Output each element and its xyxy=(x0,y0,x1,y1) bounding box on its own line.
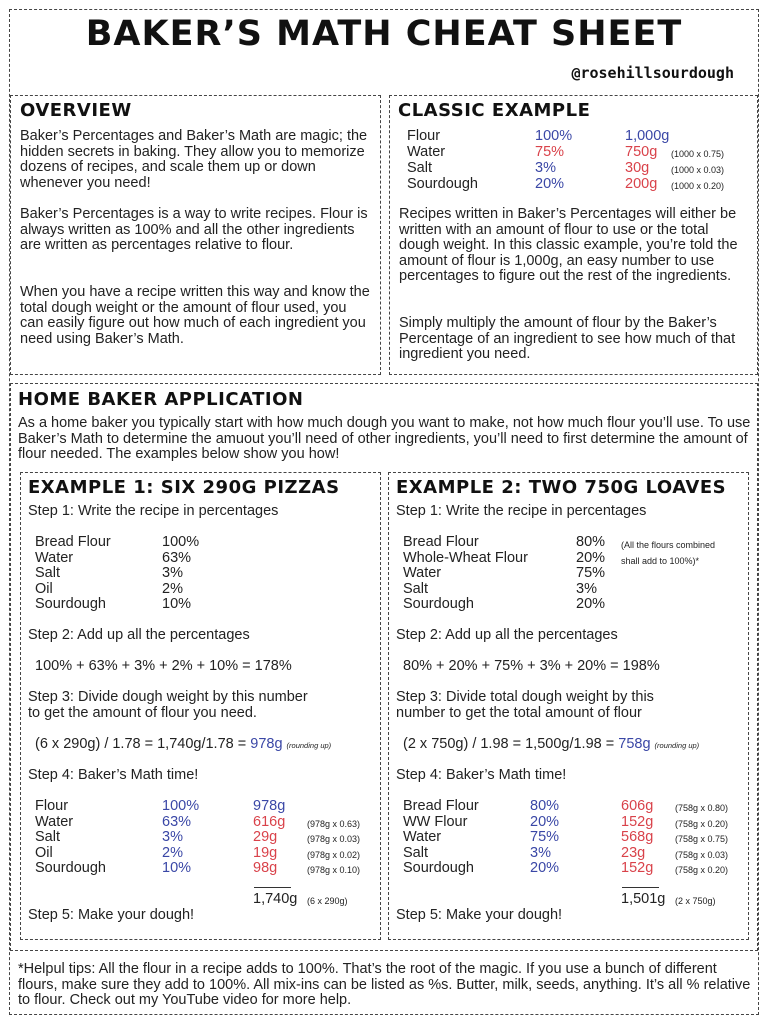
ingredient-calculation: (1000 x 0.20) xyxy=(671,181,725,191)
classic-example-table xyxy=(407,129,752,193)
ingredient-name: Salt xyxy=(403,580,428,597)
ingredient-amount: 750g xyxy=(625,144,658,160)
ingredient-amount: 978g xyxy=(253,798,286,814)
example-2-math-table xyxy=(403,799,743,879)
ingredient-name: Salt xyxy=(35,829,60,845)
ingredient-name: Salt xyxy=(403,844,428,861)
ingredient-name: Bread Flour xyxy=(403,798,479,814)
example-1-step-3-line-1: Step 3: Divide dough weight by this number xyxy=(28,689,308,705)
ingredient-name: Oil xyxy=(35,580,53,597)
ingredient-amount: 98g xyxy=(253,860,278,876)
ingredient-percent: 20% xyxy=(530,813,560,830)
home-baker-intro: As a home baker you typically start with how much dough you want to make, not how much flour you’ll use. To use Baker’s Math to determine the amuout you’ll need of other ingredients, you’ll need to first determine the amount of flour needed. The examples below show you how! xyxy=(18,415,751,463)
ingredient-percent: 10% xyxy=(162,596,192,612)
classic-example-paragraph-1: Recipes written in Baker’s Percentages will either be written with an amount of flour to use or the total dough weight. In this classic example, you’re told the amount of flour is 1,000g, an easy number to use percentages to figure out the rest of the ingredients. xyxy=(399,206,738,285)
ingredient-name: Water xyxy=(407,144,446,160)
example-1-recipe-list xyxy=(35,535,235,615)
ingredient-name: Sourdough xyxy=(35,860,106,876)
example-1-percent-sum: 100% + 63% + 3% + 2% + 10% = 178% xyxy=(35,658,292,674)
ingredient-name: Sourdough xyxy=(403,860,474,876)
ingredient-name: Water xyxy=(403,829,442,845)
list-item xyxy=(35,551,235,567)
ingredient-name: Sourdough xyxy=(407,176,478,192)
ingredient-percent: 80% xyxy=(530,798,560,814)
ingredient-percent: 20% xyxy=(530,860,560,876)
ingredient-percent: 3% xyxy=(162,829,183,845)
ingredient-calculation: (978g x 0.02) xyxy=(307,849,361,860)
table-row xyxy=(407,161,752,177)
example-2-flour-calculation xyxy=(403,737,699,754)
example-1-step-5: Step 5: Make your dough! xyxy=(28,907,195,923)
ingredient-percent: 20% xyxy=(535,176,565,192)
ingredient-percent: 3% xyxy=(530,844,551,861)
ingredient-amount: 19g xyxy=(253,844,278,861)
list-item xyxy=(403,535,623,551)
table-row xyxy=(407,145,752,161)
rounding-note: (rounding up) xyxy=(654,741,700,750)
rounding-note: (rounding up) xyxy=(286,741,332,750)
ingredient-amount: 29g xyxy=(253,829,278,845)
example-1-total-note: (6 x 290g) xyxy=(307,896,348,906)
ingredient-percent: 63% xyxy=(162,549,192,566)
home-baker-heading: HOME BAKER APPLICATION xyxy=(18,389,304,410)
table-row xyxy=(35,861,375,877)
calculation-text: (6 x 290g) / 1.78 = 1,740g/1.78 = xyxy=(35,736,251,752)
example-2-step-3-line-2: number to get the total amount of flour xyxy=(396,705,642,721)
ingredient-calculation: (758g x 0.03) xyxy=(675,849,729,860)
ingredient-name: Bread Flour xyxy=(35,534,111,550)
ingredient-amount: 152g xyxy=(621,813,654,830)
example-2-step-4: Step 4: Baker’s Math time! xyxy=(396,767,567,783)
ingredient-name: Water xyxy=(35,549,74,566)
example-1-step-1: Step 1: Write the recipe in percentages xyxy=(28,503,279,519)
example-2-recipe-list xyxy=(403,535,623,615)
list-item xyxy=(35,597,235,613)
ingredient-percent: 63% xyxy=(162,813,192,830)
ingredient-name: Flour xyxy=(407,128,441,144)
list-item xyxy=(403,566,623,582)
example-2-step-5: Step 5: Make your dough! xyxy=(396,907,563,923)
ingredient-percent: 75% xyxy=(576,565,606,581)
ingredient-percent: 75% xyxy=(535,144,565,160)
total-rule xyxy=(254,887,291,888)
example-2-step-1: Step 1: Write the recipe in percentages xyxy=(396,503,647,519)
example-2-step-2: Step 2: Add up all the percentages xyxy=(396,627,618,643)
ingredient-percent: 10% xyxy=(162,860,192,876)
example-2-percent-sum: 80% + 20% + 75% + 3% + 20% = 198% xyxy=(403,658,660,674)
example-2-total: 1,501g xyxy=(621,891,666,907)
flour-result: 758g xyxy=(618,736,651,752)
flour-note-line-2: shall add to 100%)* xyxy=(621,556,700,566)
table-row xyxy=(35,830,375,846)
list-item xyxy=(403,597,623,613)
ingredient-percent: 20% xyxy=(576,549,606,566)
ingredient-name: Salt xyxy=(407,160,432,176)
table-row xyxy=(403,861,743,877)
helpful-tips: *Helpul tips: All the flour in a recipe adds to 100%. That’s the root of the magic. If you use a bunch of different flours, make sure they add to 100%. All mix-ins can be listed as %s. Butter, milk, seeds, anything. It’s all % relative to flour. Check out my YouTube video for more help. xyxy=(18,961,751,1009)
ingredient-percent: 80% xyxy=(576,534,606,550)
example-2-heading: EXAMPLE 2: TWO 750G LOAVES xyxy=(396,477,727,498)
ingredient-percent: 3% xyxy=(162,565,183,581)
ingredient-amount: 152g xyxy=(621,860,654,876)
total-rule xyxy=(622,887,659,888)
example-1-flour-calculation xyxy=(35,737,331,754)
ingredient-percent: 100% xyxy=(535,128,573,144)
ingredient-amount: 23g xyxy=(621,844,646,861)
ingredient-calculation: (758g x 0.80) xyxy=(675,803,729,813)
table-row xyxy=(403,815,743,831)
ingredient-calculation: (1000 x 0.03) xyxy=(671,165,725,175)
ingredient-calculation: (978g x 0.63) xyxy=(307,818,361,829)
flour-result: 978g xyxy=(250,736,283,752)
example-2-total-note: (2 x 750g) xyxy=(675,896,716,906)
table-row xyxy=(407,129,752,145)
example-1-step-3-line-2: to get the amount of flour you need. xyxy=(28,705,257,721)
ingredient-calculation: (978g x 0.10) xyxy=(307,865,361,875)
example-1-total: 1,740g xyxy=(253,891,298,907)
calculation-text: (2 x 750g) / 1.98 = 1,500g/1.98 = xyxy=(403,736,619,752)
ingredient-percent: 2% xyxy=(162,580,183,597)
ingredient-percent: 100% xyxy=(162,798,200,814)
ingredient-calculation: (758g x 0.20) xyxy=(675,818,729,829)
ingredient-name: Oil xyxy=(35,844,53,861)
ingredient-calculation: (1000 x 0.75) xyxy=(671,149,725,159)
ingredient-name: Flour xyxy=(35,798,69,814)
table-row xyxy=(407,177,752,193)
ingredient-calculation: (758g x 0.20) xyxy=(675,865,729,875)
table-row xyxy=(403,830,743,846)
ingredient-name: Sourdough xyxy=(35,596,106,612)
ingredient-percent: 2% xyxy=(162,844,183,861)
example-1-step-2: Step 2: Add up all the percentages xyxy=(28,627,250,643)
ingredient-amount: 1,000g xyxy=(625,128,670,144)
ingredient-amount: 30g xyxy=(625,160,650,176)
ingredient-amount: 606g xyxy=(621,798,654,814)
classic-example-heading: CLASSIC EXAMPLE xyxy=(398,100,591,121)
ingredient-percent: 75% xyxy=(530,829,560,845)
ingredient-percent: 3% xyxy=(535,160,556,176)
list-item xyxy=(35,566,235,582)
table-row xyxy=(35,815,375,831)
ingredient-percent: 3% xyxy=(576,580,597,597)
ingredient-name: Water xyxy=(35,813,74,830)
page-title: BAKER’S MATH CHEAT SHEET xyxy=(85,14,683,54)
author-handle: @rosehillsourdough xyxy=(571,64,734,82)
list-item xyxy=(35,535,235,551)
example-1-math-table xyxy=(35,799,375,879)
overview-paragraph-1: Baker’s Percentages and Baker’s Math are magic; the hidden secrets in baking. They allow you to memorize dozens of recipes, and scale them up or down whenever you need! xyxy=(20,128,368,191)
ingredient-name: Salt xyxy=(35,565,60,581)
ingredient-amount: 568g xyxy=(621,829,654,845)
ingredient-amount: 616g xyxy=(253,813,286,830)
table-row xyxy=(35,799,375,815)
ingredient-name: WW Flour xyxy=(403,813,468,830)
overview-paragraph-2: Baker’s Percentages is a way to write recipes. Flour is always written as 100% and all the other ingredients are written as percentages relative to flour. xyxy=(20,206,368,254)
ingredient-name: Water xyxy=(403,565,442,581)
ingredient-percent: 100% xyxy=(162,534,200,550)
example-1-heading: EXAMPLE 1: SIX 290G PIZZAS xyxy=(28,477,340,498)
ingredient-name: Sourdough xyxy=(403,596,474,612)
classic-example-paragraph-2: Simply multiply the amount of flour by the Baker’s Percentage of an ingredient to see how much of that ingredient you need. xyxy=(399,315,736,363)
overview-heading: OVERVIEW xyxy=(20,100,132,121)
ingredient-percent: 20% xyxy=(576,596,606,612)
flour-note-line-1: (All the flours combined xyxy=(621,540,716,550)
ingredient-name: Bread Flour xyxy=(403,534,479,550)
ingredient-name: Whole-Wheat Flour xyxy=(403,549,528,566)
ingredient-amount: 200g xyxy=(625,176,658,192)
example-2-step-3-line-1: Step 3: Divide total dough weight by this xyxy=(396,689,654,705)
ingredient-calculation: (978g x 0.03) xyxy=(307,834,361,844)
table-row xyxy=(403,799,743,815)
overview-paragraph-3: When you have a recipe written this way and know the total dough weight or the amount of flour used, you can easily figure out how much of each ingredient you need using Baker’s Math. xyxy=(20,284,370,347)
ingredient-calculation: (758g x 0.75) xyxy=(675,834,729,844)
example-1-step-4: Step 4: Baker’s Math time! xyxy=(28,767,199,783)
